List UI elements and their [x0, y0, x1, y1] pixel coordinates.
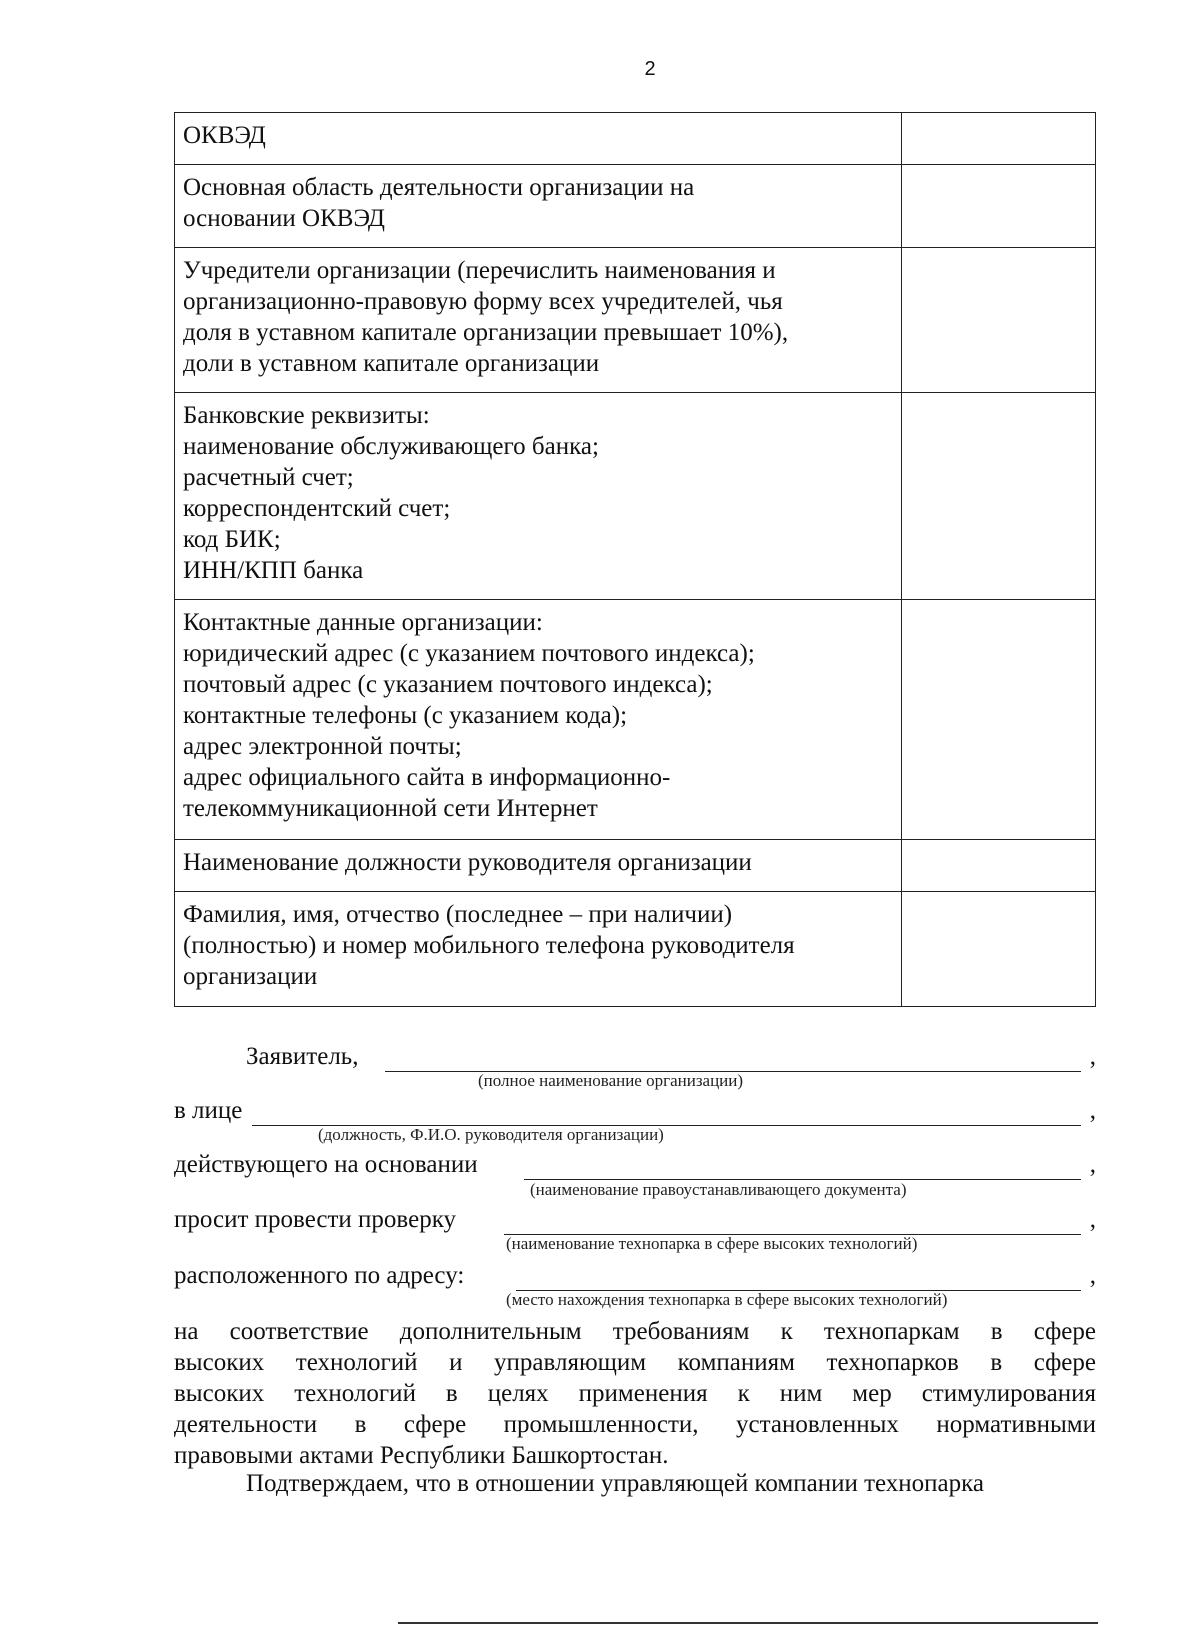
body-line: деятельности в сфере промышленности, установленных нормативными: [174, 1411, 1096, 1438]
field-label-line: почтовый адрес (с указанием почтового индекса);: [183, 671, 713, 698]
basis-comma: ,: [1089, 1151, 1096, 1178]
field-label-line: Банковские реквизиты:: [183, 402, 430, 429]
field-label-cell: [175, 600, 902, 840]
field-label-line: Контактные данные организации:: [183, 609, 543, 636]
applicant-hint: (полное наименование организации): [478, 1071, 744, 1090]
field-label-cell: [175, 840, 902, 892]
field-label-cell: [175, 892, 902, 1007]
field-label-line: адрес электронной почты;: [183, 733, 462, 760]
applicant-row: [174, 1043, 1096, 1073]
field-label-line: Наименование должности руководителя организации: [183, 849, 752, 876]
table-row: [175, 892, 1096, 1007]
field-label-line: телекоммуникационной сети Интернет: [183, 795, 598, 822]
address-row: [174, 1262, 1096, 1292]
address-hint: (место нахождения технопарка в сфере высоких технологий): [506, 1290, 948, 1309]
field-label-line: код БИК;: [183, 526, 281, 553]
request-label: просит провести проверку: [174, 1206, 456, 1233]
request-row: [174, 1206, 1096, 1236]
page-number: 2: [644, 58, 656, 80]
body-paragraph: [174, 1316, 1096, 1471]
request-hint: (наименование технопарка в сфере высоких технологий): [506, 1234, 918, 1253]
basis-hint: (наименование правоустанавливающего документа): [530, 1180, 907, 1199]
field-label-line: (полностью) и номер мобильного телефона руководителя: [183, 932, 795, 959]
table-row: [175, 840, 1096, 892]
field-value-cell[interactable]: [902, 892, 1096, 1007]
body-line-last: правовыми актами Республики Башкортостан.: [174, 1442, 669, 1469]
field-label-line: Учредители организации (перечислить наименования и: [183, 257, 776, 284]
field-label-line: Основная область деятельности организации на: [183, 174, 695, 201]
field-label-line: адрес официального сайта в информационно-: [183, 764, 671, 791]
field-value-cell[interactable]: [902, 840, 1096, 892]
field-label-line: ОКВЭД: [183, 122, 266, 149]
field-label-line: ИНН/КПП банка: [183, 557, 364, 584]
basis-label: действующего на основании: [174, 1151, 478, 1178]
address-comma: ,: [1089, 1262, 1096, 1289]
field-label-line: организации: [183, 963, 318, 990]
field-label-line: наименование обслуживающего банка;: [183, 433, 599, 460]
field-label-cell: [175, 113, 902, 165]
table-row: [175, 113, 1096, 165]
field-value-cell[interactable]: [902, 248, 1096, 393]
table-row: [175, 248, 1096, 393]
table-row: [175, 165, 1096, 248]
applicant-comma: ,: [1089, 1043, 1096, 1070]
field-label-line: доли в уставном капитале организации: [183, 350, 600, 377]
confirmation-line: Подтверждаем, что в отношении управляющей компании технопарка: [246, 1470, 984, 1497]
request-comma: ,: [1089, 1206, 1096, 1233]
body-line: высоких технологий в целях применения к ним мер стимулирования: [174, 1380, 1096, 1407]
field-label-cell: [175, 393, 902, 600]
field-label-line: контактные телефоны (с указанием кода);: [183, 702, 628, 729]
field-value-cell[interactable]: [902, 113, 1096, 165]
table-row: [175, 393, 1096, 600]
field-label-line: основании ОКВЭД: [183, 205, 385, 232]
field-label-line: юридический адрес (с указанием почтового индекса);: [183, 640, 755, 667]
field-label-line: расчетный счет;: [183, 464, 354, 491]
person-row: [174, 1097, 1096, 1127]
field-value-cell[interactable]: [902, 600, 1096, 840]
person-comma: ,: [1089, 1097, 1096, 1124]
person-label: в лице: [174, 1097, 243, 1124]
basis-row: [174, 1151, 1096, 1181]
table-row: [175, 600, 1096, 840]
page-bottom-rule: [398, 1622, 1098, 1624]
field-label-line: корреспондентский счет;: [183, 495, 451, 522]
applicant-label: Заявитель,: [246, 1043, 359, 1070]
field-label-line: Фамилия, имя, отчество (последнее – при наличии): [183, 901, 733, 928]
field-label-cell: [175, 248, 902, 393]
address-label: расположенного по адресу:: [174, 1262, 465, 1289]
field-value-cell[interactable]: [902, 393, 1096, 600]
person-hint: (должность, Ф.И.О. руководителя организации): [318, 1125, 664, 1144]
field-value-cell[interactable]: [902, 165, 1096, 248]
field-label-line: доля в уставном капитале организации превышает 10%),: [183, 319, 789, 346]
body-line: высоких технологий и управляющим компаниям технопарков в сфере: [174, 1349, 1096, 1376]
field-label-line: организационно-правовую форму всех учредителей, чья: [183, 288, 783, 315]
field-label-cell: [175, 165, 902, 248]
organization-info-table: [174, 112, 1096, 1007]
body-line: на соответствие дополнительным требованиям к технопаркам в сфере: [174, 1318, 1096, 1345]
